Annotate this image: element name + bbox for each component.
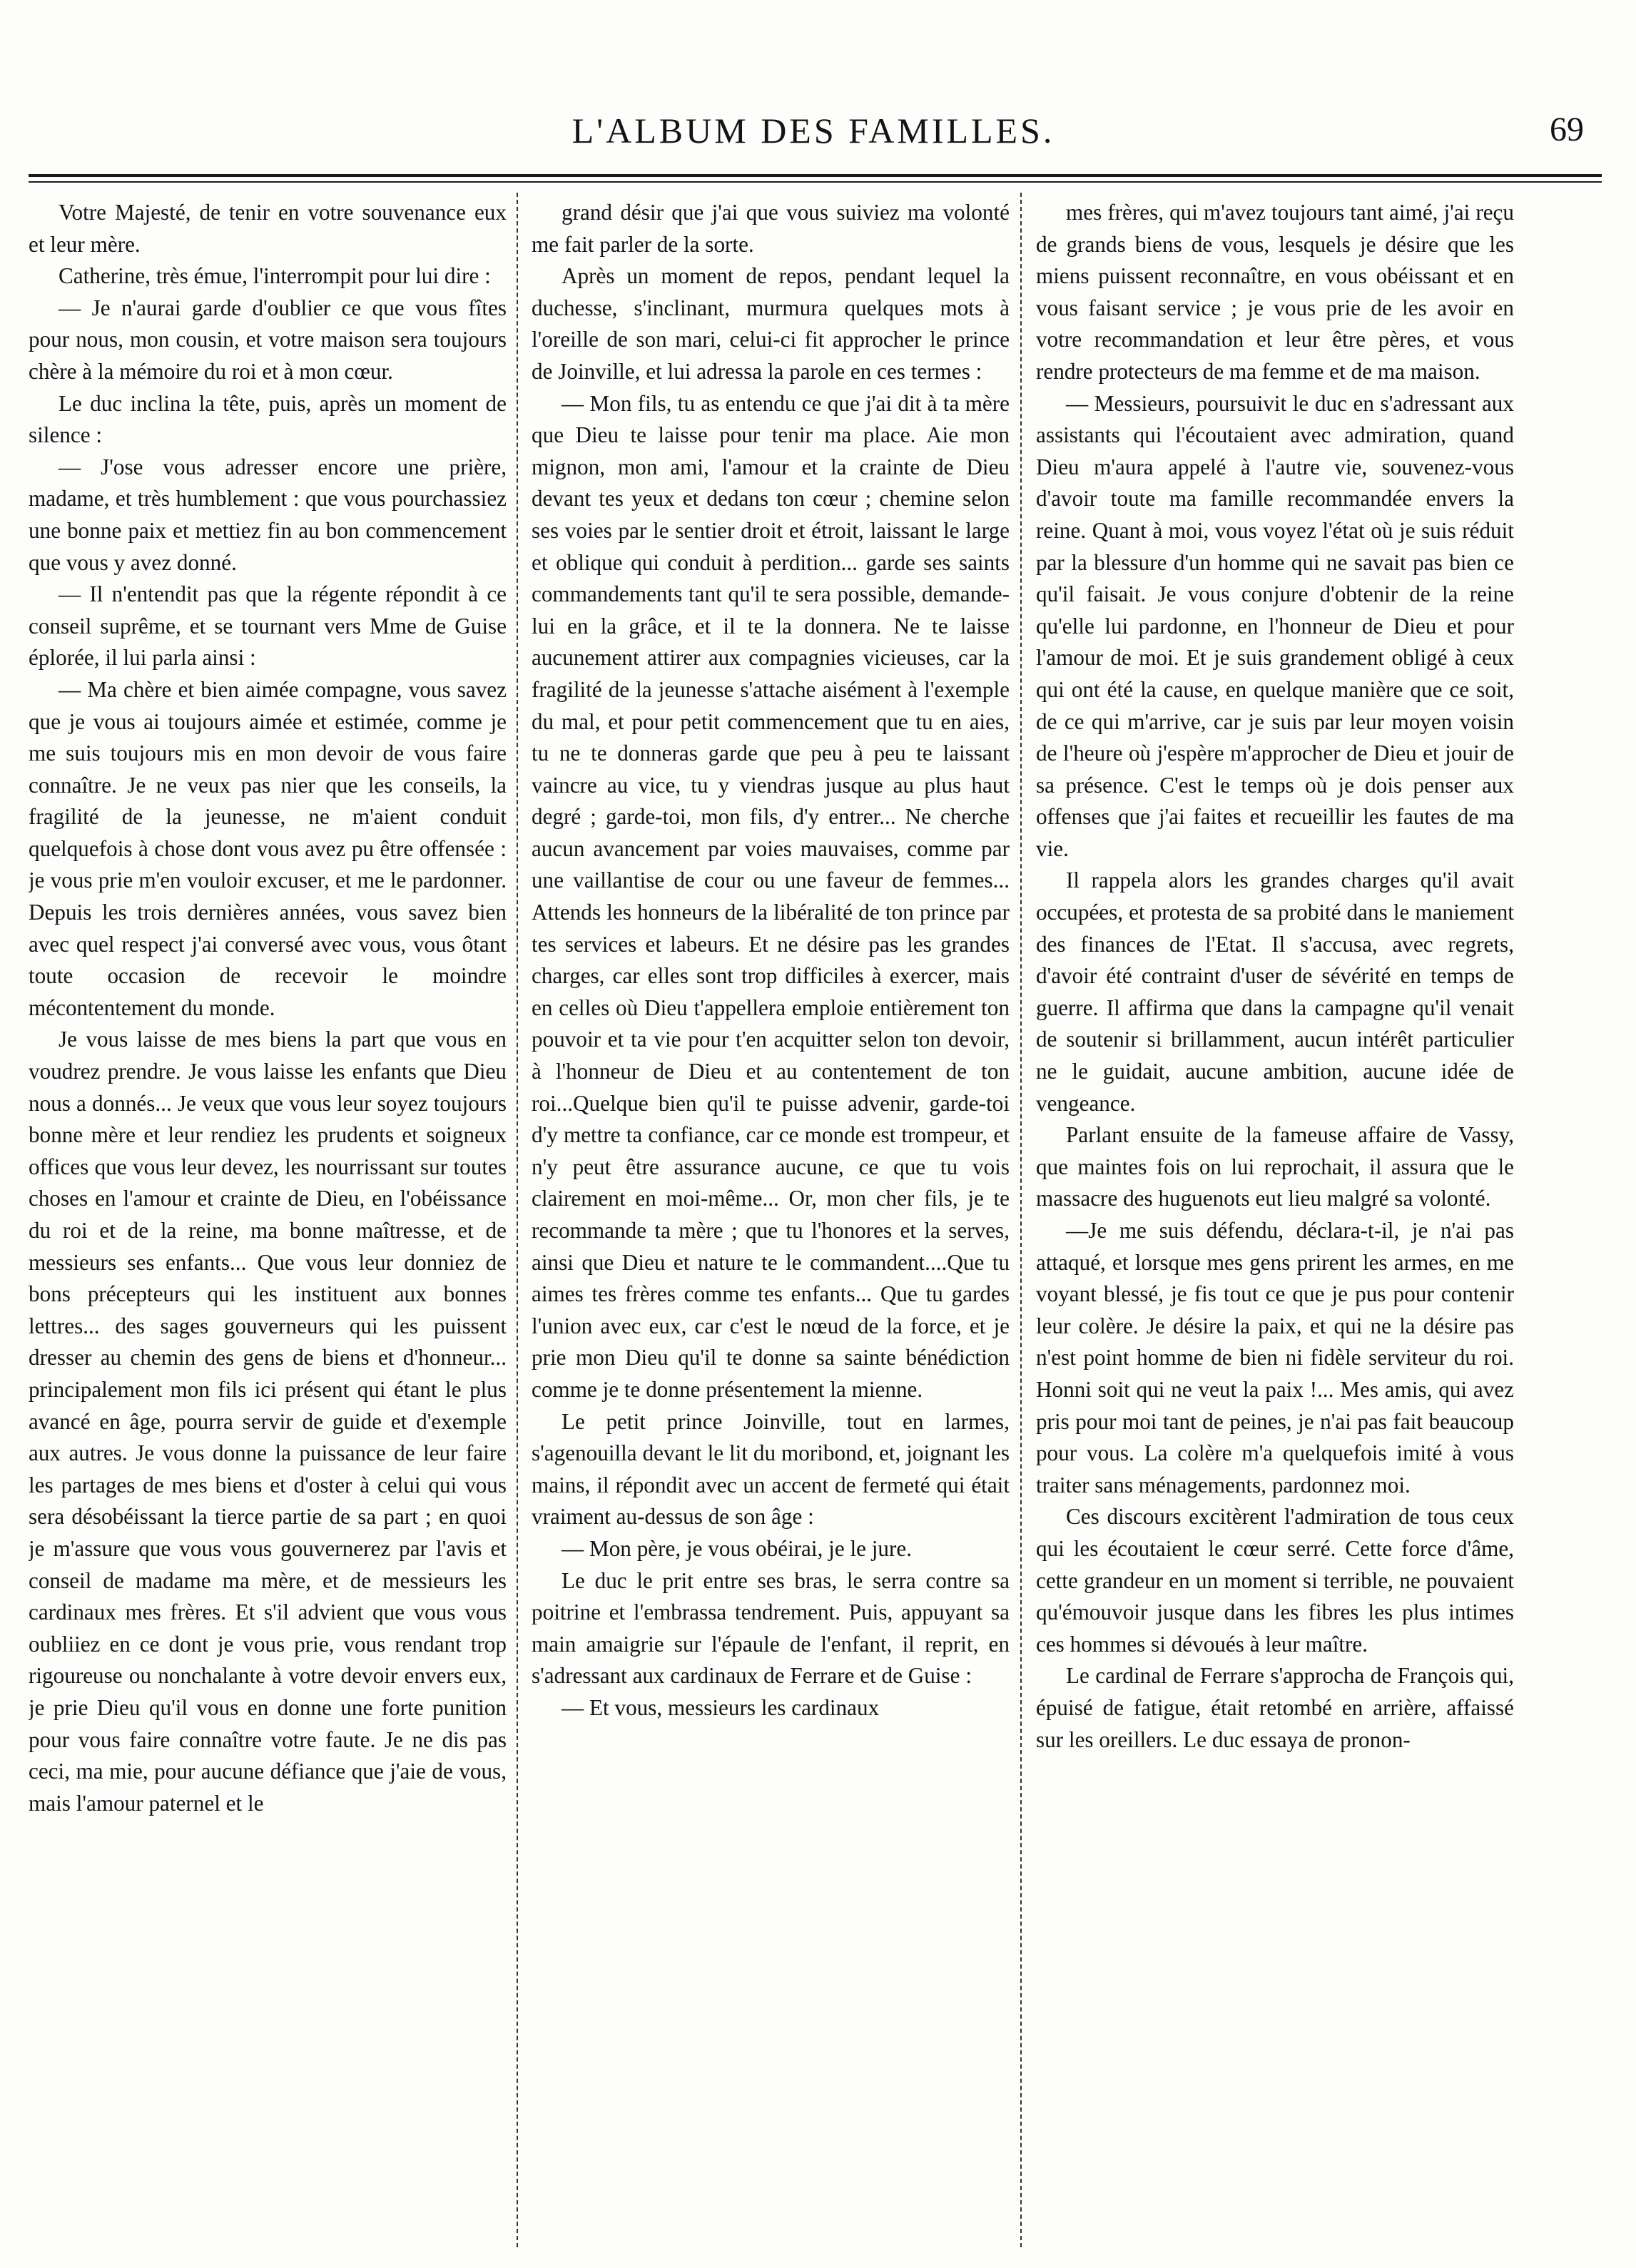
paragraph: — Il n'entendit pas que la régente répondit à ce conseil suprême, et se tournant vers Mme de Guise éplorée, il lui parla ainsi :	[29, 581, 507, 671]
paragraph: Ces discours excitèrent l'admiration de tous ceux qui les écoutaient le cœur serré. Cette force d'âme, cette grandeur en un moment si terrible, ne pouvaient qu'émouvoir jusque dans les fibres les plus intimes ces hommes si dévoués à leur maître.	[1036, 1504, 1514, 1657]
paragraph: — Je n'aurai garde d'oublier ce que vous fîtes pour nous, mon cousin, et votre maison sera toujours chère à la mémoire du roi et à mon cœur.	[29, 295, 507, 384]
paragraph: Le duc le prit entre ses bras, le serra contre sa poitrine et l'embrassa tendrement. Puis, appuyant sa main amaigrie sur l'épaule de l'enfant, il reprit, en s'adressant aux cardinaux de Ferrare et de Guise :	[532, 1567, 1010, 1689]
paragraph: — Mon fils, tu as entendu ce que j'ai dit à ta mère que Dieu te laisse pour tenir ma place. Aie mon mignon, mon ami, l'amour et la crainte de Dieu devant tes yeux et dedans ton cœur ; chemine selon ses voies par le sentier droit et étroit, laissant le large et oblique qui conduit à perdition... garde ses saints commandements tant qu'il te sera possible, demande-lui en la grâce, et il te la donnera. Ne te laisse aucunement attirer aux compagnies vicieuses, car la fragilité de la jeunesse s'attache aisément à l'exemple du mal, et pour petit commencement que tu en aies, tu ne te donneras garde que peu à peu te laissant vaincre au vice, tu y viendras jusque au plus haut degré ; garde-toi, mon fils, d'y entrer... Ne cherche aucun avancement par voies mauvaises, comme par une vaillantise de cour ou une faveur de femmes... Attends les honneurs de la libéralité de ton prince par tes services et labeurs. Et ne désire pas les grandes charges, car elles sont trop difficiles à exercer, mais en celles où Dieu t'appellera emploie entièrement ton pouvoir et ta vie pour t'en acquitter selon ton devoir, à l'honneur de Dieu et au contentement de ton roi...Quelque bien qu'il te puisse advenir, garde-toi d'y mettre ta confiance, car ce monde est trompeur, et n'y peut être assurance aucune, ce que tu vois clairement en moi-même... Or, mon cher fils, je te recommande ta mère ; que tu l'honores et la serves, ainsi que Dieu et nature te le commandent....Que tu aimes tes frères comme tes enfants... Que tu gardes l'union avec eux, car c'est le nœud de la force, et je prie mon Dieu qu'il te donne sa sainte bénédiction comme je te donne présentement la mienne.	[532, 390, 1010, 1402]
page-number: 69	[1550, 111, 1584, 148]
paragraph: Le petit prince Joinville, tout en larmes, s'agenouilla devant le lit du moribond, et, joignant les mains, il répondit avec un accent de fermeté qui était vraiment au-dessus de son âge :	[532, 1408, 1010, 1530]
text-column-1	[29, 197, 507, 2244]
paragraph: — Ma chère et bien aimée compagne, vous savez que je vous ai toujours aimée et estimée, comme je me suis toujours mis en mon devoir de vous faire connaître. Je ne veux pas nier que les conseils, la fragilité de la jeunesse, ne m'aient conduit quelquefois à chose dont vous avez pu être offensée : je vous prie m'en vouloir excuser, et me le pardonner. Depuis les trois dernières années, vous savez bien avec quel respect j'ai conversé avec vous, vous ôtant toute occasion de recevoir le moindre mécontentement du monde.	[29, 676, 507, 1020]
column-separator	[1020, 193, 1022, 2247]
paragraph: — Et vous, messieurs les cardinaux	[562, 1694, 880, 1720]
paragraph: Il rappela alors les grandes charges qu'il avait occupées, et protesta de sa probité dans le maniement des finances de l'Etat. Il s'accusa, avec regrets, d'avoir été contraint d'user de sévérité en temps de guerre. Il affirma que dans la campagne qu'il venait de soutenir si brillamment, aucun intérêt particulier ne le guidait, aucune ambition, aucune idée de vengeance.	[1036, 868, 1514, 1116]
paragraph: — Messieurs, poursuivit le duc en s'adressant aux assistants qui l'écoutaient avec admiration, quand Dieu m'aura appelé à l'autre vie, souvenez-vous d'avoir toute ma famille recommandée envers la reine. Quant à moi, vous voyez l'état où je suis réduit par la blessure d'un homme qui ne savait pas bien ce qu'il faisait. Je vous conjure d'obtenir de la reine qu'elle lui pardonne, en l'honneur de Dieu et pour l'amour de moi. Et je suis grandement obligé à ceux qui ont été la cause, en quelque manière que ce soit, de ce qui m'arrive, car je suis par leur moyen voisin de l'heure où j'espère m'approcher de Dieu et jouir de sa présence. C'est le temps où je dois penser aux offenses que j'ai faites et recueillir les fautes de ma vie.	[1036, 390, 1514, 861]
paragraph: Je vous laisse de mes biens la part que vous en voudrez prendre. Je vous laisse les enfants que Dieu nous a donnés... Je veux que vous leur soyez toujours bonne mère et leur rendiez les prudents et soigneux offices que vous leur devez, les nourrissant sur toutes choses en l'amour et crainte de Dieu, en l'obéissance du roi et de la reine, ma bonne maîtresse, et de messieurs ses enfants... Que vous leur donniez de bons précepteurs qui les instituent aux bonnes lettres... des sages gouverneurs qui les puissent dresser au chemin des gens de biens et d'honneur... principalement mon fils ici présent qui étant le plus avancé en âge, pourra servir de guide et d'exemple aux autres. Je vous donne la puissance de leur faire les partages de mes biens et d'oster à celui qui vous sera désobéissant la tierce partie de sa part ; en quoi je m'assure que vous vous gouvernerez par l'avis et conseil de madame ma mère, et de messieurs les cardinaux mes frères. Et s'il advient que vous vous oubliiez en ce dont je vous prie, vous rendant trop rigoureuse ou nonchalante à votre devoir envers eux, je prie Dieu qu'il vous en donne une forte punition pour vous faire connaître votre faute. Je ne dis pas ceci, ma mie, pour aucune défiance que j'aie de vous, mais l'amour paternel et le	[29, 1027, 507, 1816]
paragraph: Le cardinal de Ferrare s'approcha de François qui, épuisé de fatigue, était retombé en arrière, affaissé sur les oreillers. Le duc essaya de pronon-	[1036, 1663, 1514, 1752]
page-header	[29, 110, 1598, 160]
header-rule	[29, 174, 1602, 177]
text-column-3	[1036, 197, 1514, 2244]
paragraph: mes frères, qui m'avez toujours tant aimé, j'ai reçu de grands biens de vous, lesquels je désire que les miens puissent reconnaître, en vous obéissant et en vous faisant service ; je vous prie de les avoir en votre recommandation et leur être pères, et vous rendre protecteurs de ma femme et de ma maison.	[1036, 200, 1514, 384]
column-separator	[517, 193, 518, 2247]
paragraph: Parlant ensuite de la fameuse affaire de Vassy, que maintes fois on lui reprochait, il assura que le massacre des huguenots eut lieu malgré sa volonté.	[1036, 1122, 1514, 1211]
paragraph: Votre Majesté, de tenir en votre souvenance eux et leur mère.	[29, 200, 507, 257]
paragraph: —Je me suis défendu, déclara-t-il, je n'ai pas attaqué, et lorsque mes gens prirent les armes, en me voyant blessé, je fis tout ce que je pus pour contenir leur colère. Je désire la paix, et qui ne la désire pas n'est point homme de bien ni fidèle serviteur du roi. Honni soit qui ne veut la paix !... Mes amis, qui avez pris pour moi tant de peines, je n'ai pas fait beaucoup pour vous. La colère m'a quelquefois imité à vous traiter sans ménagements, pardonnez moi.	[1036, 1218, 1514, 1497]
paragraph: — J'ose vous adresser encore une prière, madame, et très humblement : que vous pourchassiez une bonne paix et mettiez fin au bon commencement que vous y avez donné.	[29, 454, 507, 575]
paragraph: Le duc inclina la tête, puis, après un moment de silence :	[29, 390, 507, 448]
paragraph: — Mon père, je vous obéirai, je le jure.	[562, 1535, 913, 1561]
paragraph: grand désir que j'ai que vous suiviez ma volonté me fait parler de la sorte.	[532, 200, 1010, 257]
page-title: L'ALBUM DES FAMILLES.	[571, 111, 1055, 151]
header-rule-thin	[29, 181, 1602, 183]
text-column-2	[532, 197, 1010, 2244]
paragraph: Après un moment de repos, pendant lequel la duchesse, s'inclinant, murmura quelques mots à l'oreille de son mari, celui-ci fit approcher le prince de Joinville, et lui adressa la parole en ces termes :	[532, 263, 1010, 384]
paragraph: Catherine, très émue, l'interrompit pour lui dire :	[59, 263, 491, 289]
